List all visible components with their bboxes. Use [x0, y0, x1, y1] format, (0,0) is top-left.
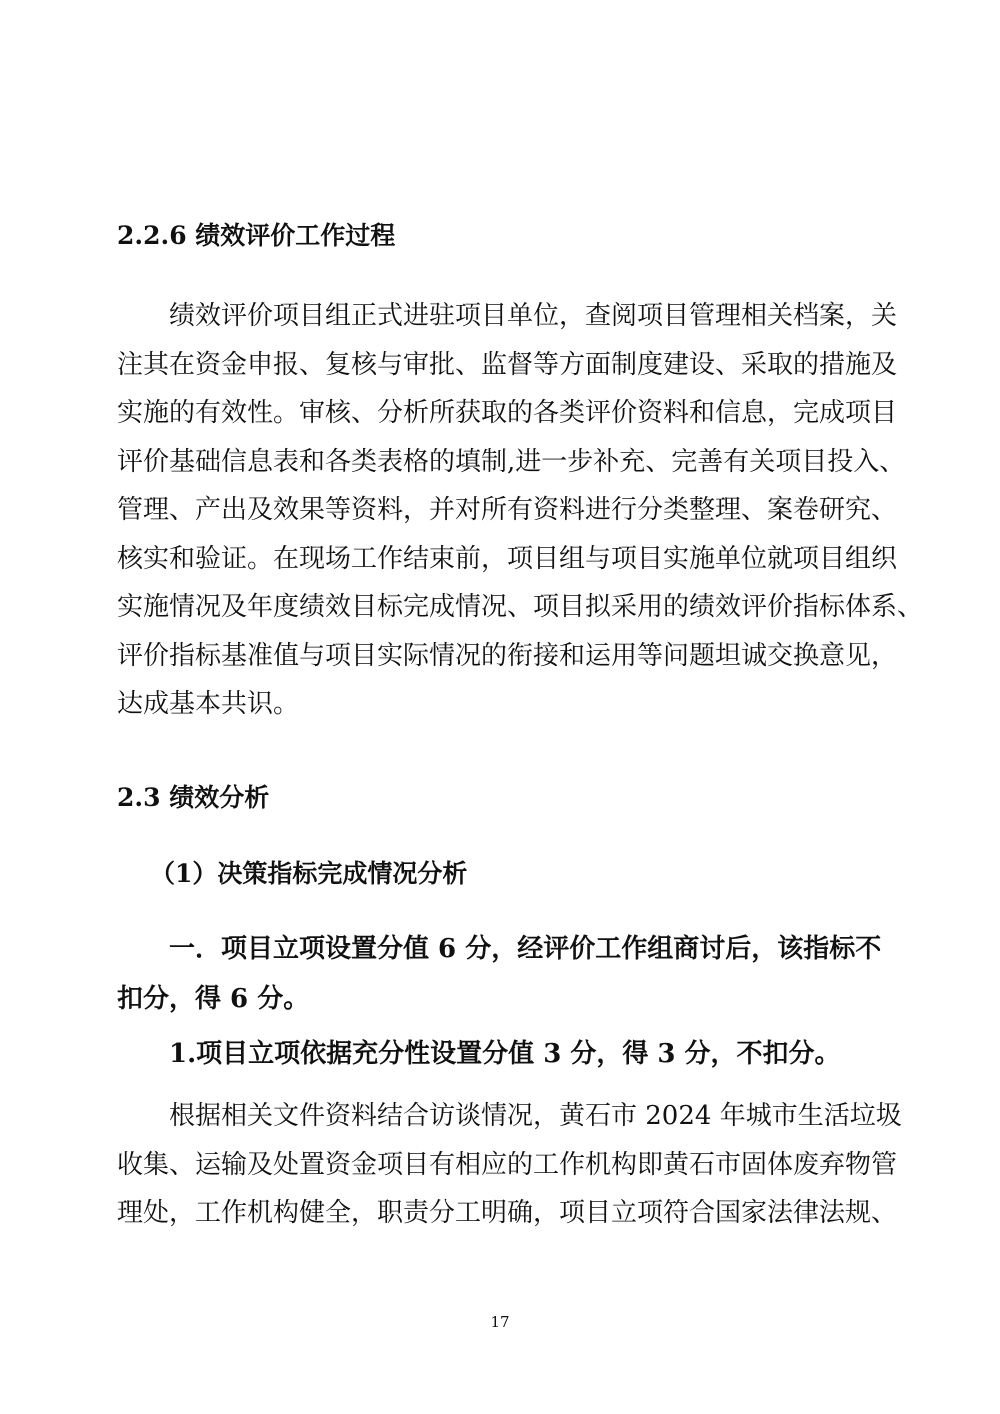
section-heading-2-2-6: 2.2.6 绩效评价工作过程 [117, 221, 396, 250]
section-heading-2-3: 2.3 绩效分析 [117, 783, 270, 812]
sub-item-heading: 1.项目立项依据充分性设置分值 3 分，得 3 分，不扣分。 [169, 1039, 841, 1069]
subsection-heading: （1）决策指标完成情况分析 [150, 859, 468, 888]
paragraph-work-process [117, 292, 924, 729]
paragraph-basis [117, 1092, 907, 1238]
paragraph-line: 注其在资金申报、复核与审批、监督等方面制度建设、采取的措施及 [117, 349, 898, 380]
paragraph-line: 评价指标基准值与项目实际情况的衔接和运用等问题坦诚交换意见， [117, 640, 898, 671]
item-one-line: 一．项目立项设置分值 6 分，经评价工作组商讨后，该指标不 [169, 934, 882, 964]
paragraph-line: 达成基本共识。 [117, 689, 300, 719]
paragraph-line: 收集、运输及处置资金项目有相应的工作机构即黄石市固体废弃物管 [117, 1149, 898, 1180]
paragraph-line: 绩效评价项目组正式进驻项目单位，查阅项目管理相关档案，关 [169, 301, 898, 331]
page-number: 17 [490, 1313, 510, 1331]
paragraph-line: 管理、产出及效果等资料，并对所有资料进行分类整理、案卷研究、 [117, 495, 898, 525]
item-one-line: 扣分，得 6 分。 [117, 984, 310, 1014]
paragraph-line: 根据相关文件资料结合访谈情况，黄石市 2024 年城市生活垃圾 [169, 1101, 902, 1131]
paragraph-line: 核实和验证。在现场工作结束前，项目组与项目实施单位就项目组织 [117, 543, 898, 574]
paragraph-line: 实施的有效性。审核、分析所获取的各类评价资料和信息，完成项目 [117, 398, 898, 428]
paragraph-line: 评价基础信息表和各类表格的填制,进一步补充、完善有关项目投入、 [117, 446, 906, 477]
paragraph-line: 理处，工作机构健全，职责分工明确，项目立项符合国家法律法规、 [117, 1198, 898, 1228]
paragraph-line: 实施情况及年度绩效目标完成情况、项目拟采用的绩效评价指标体系、 [117, 592, 924, 622]
